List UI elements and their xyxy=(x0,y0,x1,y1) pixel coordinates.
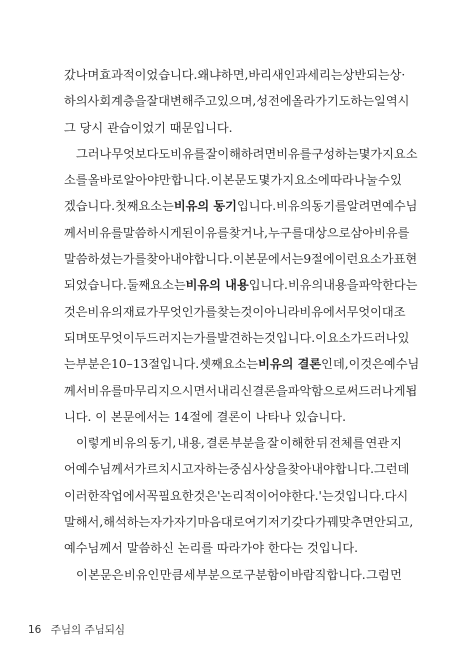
word: 이해한 xyxy=(279,436,316,451)
word: 찾아내야 xyxy=(287,462,335,477)
word: 요소는 xyxy=(150,278,186,293)
word: 두드러지는가를 xyxy=(134,330,218,345)
word: 잘 xyxy=(266,436,279,451)
word: 동기를 xyxy=(311,199,347,214)
text-line xyxy=(64,378,418,404)
word: 기도하는 xyxy=(326,94,375,109)
body-text xyxy=(64,62,420,588)
word: 상반되는 xyxy=(342,68,390,82)
word: 대상으로 xyxy=(303,225,351,240)
word: 나눌 xyxy=(354,173,378,188)
bold-term: 비유의 결론인데, xyxy=(258,357,349,372)
word: 예수님 xyxy=(382,199,418,214)
word: 올라가 xyxy=(291,94,327,109)
word: 한다.'는 xyxy=(291,488,334,503)
word: 몇 xyxy=(358,146,371,161)
running-title: 주님의 주님되심 xyxy=(50,624,126,636)
word: 합니다. xyxy=(334,462,375,477)
word: 이런 xyxy=(334,252,359,267)
word: 어 xyxy=(64,462,76,477)
word: 께서 xyxy=(64,225,88,240)
word: 무엇인가를 xyxy=(158,304,218,319)
word: 되고, xyxy=(385,515,414,530)
text-line xyxy=(64,562,402,588)
word: 께서 xyxy=(64,383,88,398)
word: 비유에서 xyxy=(299,304,347,319)
word: 중심사상을 xyxy=(228,462,288,477)
word: 찾거나, xyxy=(228,225,269,240)
word: 가지 xyxy=(370,146,394,161)
word: 본문에서는 xyxy=(244,252,304,267)
word: 왜냐하면, xyxy=(197,68,249,82)
word: 비유를 xyxy=(374,225,410,240)
text-line xyxy=(64,430,402,456)
bold-term: 비유의 내용입니다. xyxy=(185,278,288,293)
word: 비유를 xyxy=(170,146,206,161)
word: 됩 xyxy=(405,383,418,398)
word: 하의 xyxy=(64,94,88,109)
word: 이유를 xyxy=(193,225,229,240)
word: 결론을 xyxy=(252,383,288,398)
word: 첫째 xyxy=(114,199,139,214)
word: 드러나 xyxy=(362,330,398,345)
word: 이 xyxy=(315,330,327,345)
word: 바리새인과 xyxy=(248,68,308,82)
text-line xyxy=(64,535,402,561)
word: 갖다가 xyxy=(291,515,327,530)
word: 찾아내야 xyxy=(146,252,194,267)
word: 9절에 xyxy=(303,252,335,267)
word: 알아야만 xyxy=(123,173,171,188)
word: 다시 xyxy=(384,488,409,503)
word: 결론 xyxy=(205,436,230,451)
word: 잘 xyxy=(146,94,159,109)
word: 올바로 xyxy=(87,173,124,188)
word: 필요한 xyxy=(158,488,194,503)
word: 합니다. xyxy=(171,173,211,188)
word: 대조 xyxy=(381,304,406,319)
word: 비유의 xyxy=(87,304,123,319)
word: 뒤 xyxy=(316,436,329,451)
word: 본문도 xyxy=(222,173,259,188)
word: 요소는 xyxy=(222,357,259,372)
word: 것은 xyxy=(64,304,88,319)
word: 있 xyxy=(390,173,402,188)
word: 이 xyxy=(232,252,245,267)
word: 말씀하시게 xyxy=(122,225,182,240)
word: 동기, xyxy=(148,436,177,451)
word: 수 xyxy=(377,173,390,188)
text-line xyxy=(64,246,418,272)
word: 요소 xyxy=(393,146,418,161)
text-line xyxy=(64,272,418,298)
page-footer xyxy=(28,622,125,637)
text-line xyxy=(64,483,409,509)
text-line xyxy=(64,351,420,377)
word: 일 xyxy=(374,94,386,109)
word: 비유를 xyxy=(87,383,123,398)
word: 구분함이 xyxy=(243,567,291,582)
word: 또 xyxy=(87,330,100,345)
text-line xyxy=(64,325,410,351)
text-line xyxy=(64,62,406,88)
text-segment: 예수님께서 말씀하신 논리를 따라가야 한다는 것입니다. xyxy=(64,541,359,556)
word: 전체를 xyxy=(329,436,365,451)
word: 잘 xyxy=(205,146,218,161)
word: 가지 xyxy=(270,173,295,188)
word: 찾는 xyxy=(217,304,241,319)
word: 세 xyxy=(183,567,196,582)
word: 작업에서 xyxy=(99,488,147,503)
word: 소를 xyxy=(64,173,88,188)
word: 는 xyxy=(64,357,76,372)
word: 발견하는 xyxy=(217,330,265,345)
word: 것입니다. xyxy=(333,488,385,503)
word: 말해서, xyxy=(64,515,104,530)
text-line xyxy=(64,193,418,219)
text-line xyxy=(64,299,406,325)
word: 비유의 xyxy=(112,436,148,451)
word: 둘째 xyxy=(126,278,151,293)
word: 된 xyxy=(181,225,194,240)
word: 합니다. xyxy=(193,252,233,267)
word: 마음대로 xyxy=(197,515,245,530)
word: 무엇이 xyxy=(346,304,382,319)
word: 상· xyxy=(389,68,406,82)
word: 자가 xyxy=(150,515,174,530)
bold-term: 비유의 동기입니다. xyxy=(173,199,277,214)
word: 아니라 xyxy=(264,304,300,319)
text-line xyxy=(64,404,402,430)
word: 세리는 xyxy=(307,68,343,82)
word: 겠습니다. xyxy=(64,199,115,214)
word: 비유를 xyxy=(276,146,312,161)
word: 먼 xyxy=(390,567,402,582)
word: 표현 xyxy=(393,252,418,267)
word: 비유인 xyxy=(124,567,160,582)
word: 삼아 xyxy=(350,225,375,240)
word: 있으며, xyxy=(217,94,257,109)
text-line xyxy=(64,141,418,167)
word: 10–13절입니다. xyxy=(111,357,200,372)
word: 요소는 xyxy=(138,199,174,214)
word: '논리적이어야 xyxy=(217,488,292,503)
word: 이것은 xyxy=(348,357,384,372)
word: 내용을 xyxy=(323,278,359,293)
word: 부분을 xyxy=(230,436,266,451)
word: 해석하는 xyxy=(103,515,151,530)
word: 내용, xyxy=(177,436,205,451)
word: 요소에 xyxy=(294,173,330,188)
text-line xyxy=(64,220,410,246)
word: 그럼 xyxy=(366,567,390,582)
word: 말씀하셨는가를 xyxy=(64,252,147,267)
word: 갔나며 xyxy=(64,68,100,82)
word: 부분으로 xyxy=(196,567,244,582)
page-number: 16 xyxy=(28,624,42,636)
word: 파악한다는 xyxy=(358,278,418,293)
word: 누구를 xyxy=(268,225,304,240)
word: 파악함으로써 xyxy=(287,383,359,398)
word: 따라 xyxy=(330,173,354,188)
word: 이해하려면 xyxy=(217,146,277,161)
word: 효과적이었습니다. xyxy=(99,68,198,82)
word: 무엇이 xyxy=(99,330,135,345)
word: 여기저기 xyxy=(244,515,292,530)
word: 사회계층을 xyxy=(87,94,147,109)
word: 본문은 xyxy=(88,567,124,582)
text-line xyxy=(64,509,414,535)
word: 자기 xyxy=(173,515,198,530)
word: 이러한 xyxy=(64,488,100,503)
word: 지 xyxy=(390,436,402,451)
word: 연관 xyxy=(365,436,390,451)
word: 꿰맞추면 xyxy=(326,515,374,530)
word: 하는 xyxy=(205,462,229,477)
word: 내리신 xyxy=(217,383,253,398)
word: 되며 xyxy=(64,330,88,345)
word: 알려면 xyxy=(346,199,383,214)
word: 요소가 xyxy=(326,330,363,345)
word: 비유를 xyxy=(87,225,123,240)
word: 것이 xyxy=(240,304,265,319)
word: 무엇보다도 xyxy=(111,146,171,161)
text-segment: 니다. 이 본문에서는 14절에 결론이 나타나 있습니다. xyxy=(64,409,346,424)
text-line xyxy=(64,167,402,193)
text-line xyxy=(64,115,402,141)
word: 드러나게 xyxy=(358,383,406,398)
word: 비유의 xyxy=(287,278,324,293)
word: 요소가 xyxy=(358,252,394,267)
word: 이 xyxy=(210,173,223,188)
word: 예수님 xyxy=(383,357,420,372)
text-line xyxy=(64,456,410,482)
word: 되었습니다. xyxy=(64,278,127,293)
word: 예수님께서 xyxy=(75,462,135,477)
word: 몇 xyxy=(258,173,271,188)
word: 것입니다. xyxy=(264,330,316,345)
word: 비유의 xyxy=(276,199,312,214)
word: 대변해주고 xyxy=(158,94,218,109)
word: 지으시면서 xyxy=(158,383,218,398)
word: 있 xyxy=(397,330,410,345)
word: 구성하는 xyxy=(311,146,359,161)
word: 꼭 xyxy=(146,488,159,503)
word: 역시 xyxy=(385,94,410,109)
word: 재료가 xyxy=(122,304,159,319)
word: 성전에 xyxy=(256,94,292,109)
word: 셋째 xyxy=(199,357,223,372)
word: 것은 xyxy=(193,488,218,503)
text-segment: 그 당시 관습이었기 때문입니다. xyxy=(64,120,233,135)
word: 바람직합니다. xyxy=(291,567,366,582)
word: 그러나 xyxy=(76,146,112,161)
word: 만큼 xyxy=(159,567,184,582)
word: 가르치시고자 xyxy=(134,462,206,477)
word: 마무리 xyxy=(122,383,159,398)
text-line xyxy=(64,88,410,114)
word: 이 xyxy=(76,567,88,582)
word: 부분은 xyxy=(75,357,112,372)
word: 안 xyxy=(374,515,386,530)
word: 이렇게 xyxy=(76,436,112,451)
word: 그런데 xyxy=(374,462,410,477)
